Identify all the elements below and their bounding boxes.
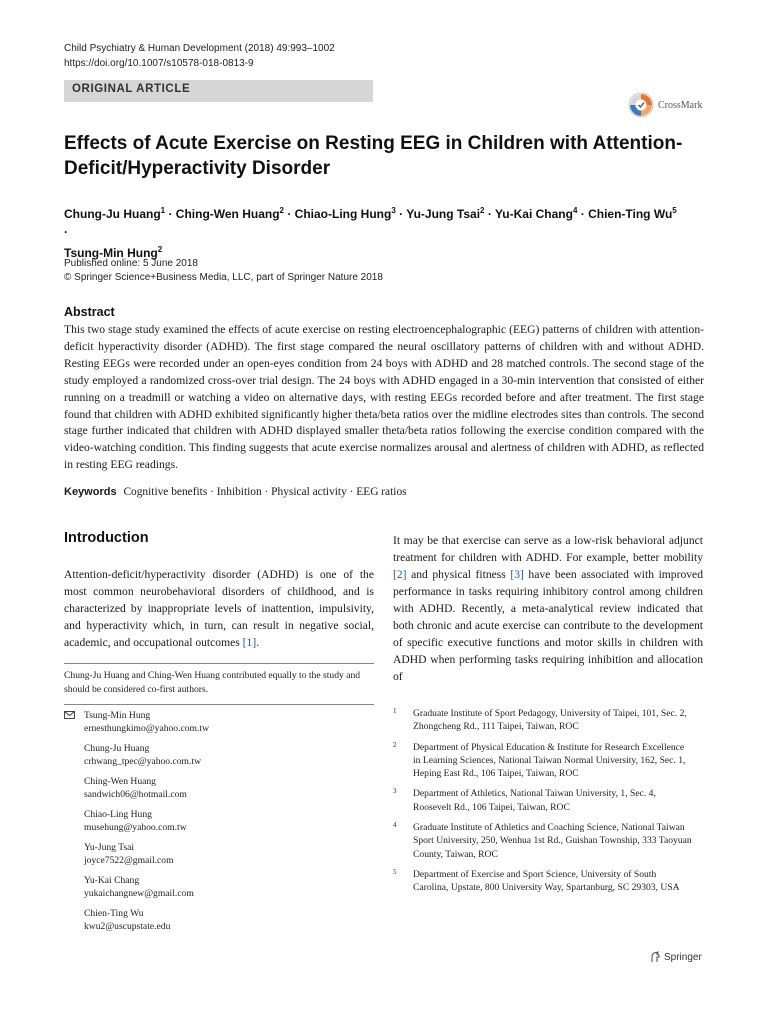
springer-horse-icon xyxy=(649,951,661,963)
abstract-heading: Abstract xyxy=(64,305,115,319)
publication-info xyxy=(64,257,383,285)
affiliation-text: Department of Exercise and Sport Science, University of South Carolina, Upstate, 800 University Way, Spartanburg, SC 29303, USA xyxy=(413,868,680,894)
author[interactable]: Ching-Wen Huang$^2$ xyxy=(175,206,284,221)
journal-header xyxy=(64,41,335,71)
contact-name: Chung-Ju Huang xyxy=(84,743,150,754)
contact-email[interactable]: sandwich06@hotmail.com xyxy=(84,789,187,800)
crossmark-label: CrossMark xyxy=(658,99,703,111)
citation-link[interactable]: [1] xyxy=(242,636,257,649)
author[interactable]: Yu-Jung Tsai$^2$ xyxy=(406,206,485,221)
contact-email[interactable]: musehung@yahoo.com.tw xyxy=(84,822,187,833)
journal-citation: Child Psychiatry & Human Development (2018) 49:993–1002 xyxy=(64,43,335,54)
keywords xyxy=(64,484,407,500)
author[interactable]: Tsung-Min Hung$^2$ xyxy=(64,245,163,260)
contact-item xyxy=(64,841,374,867)
contact-name: Yu-Jung Tsai xyxy=(84,842,135,853)
citation-link[interactable]: [3] xyxy=(510,568,524,581)
affiliation-number: 1 xyxy=(393,707,397,715)
introduction-heading: Introduction xyxy=(64,530,149,546)
contact-email[interactable]: crhwang_tpec@yahoo.com.tw xyxy=(84,756,201,767)
contact-item xyxy=(64,808,374,834)
contact-name: Chien-Ting Wu xyxy=(84,908,144,919)
contact-email[interactable]: kwu2@uscupstate.edu xyxy=(84,921,171,932)
affiliation-text: Graduate Institute of Athletics and Coaching Science, National Taiwan Sport University, 250, Wenhua 1st Rd., Guishan Township, 333 Taoyuan County, Taiwan, ROC xyxy=(413,822,692,860)
article-title: Effects of Acute Exercise on Resting EEG in Children with Attention-Deficit/Hyperactivity Disorder xyxy=(64,133,683,179)
citation-link[interactable]: [2] xyxy=(393,568,407,581)
publisher-logo xyxy=(649,951,702,963)
affiliation-number: 3 xyxy=(393,787,397,796)
author[interactable]: Chung-Ju Huang$^1$ xyxy=(64,206,166,221)
contact-name: Ching-Wen Huang xyxy=(84,776,156,787)
keywords-label: Keywords xyxy=(64,486,117,498)
author-contacts xyxy=(64,709,374,940)
contacts-divider xyxy=(64,704,374,705)
crossmark-badge[interactable] xyxy=(628,92,702,118)
intro-paragraph-left: Attention-deficit/hyperactivity disorder (ADHD) is one of the most common neurobehavioral disorders of childhood, and is characterized by inappropriate levels of inattention, impulsivity, and hyperactivity which, in turn, can result in negative social, academic, and occupational outcomes [1]. xyxy=(64,568,374,649)
affiliation-text: Graduate Institute of Sport Pedagogy, University of Taipei, 101, Sec. 2, Zhongcheng Rd., 111 Taipei, Taiwan, ROC xyxy=(413,708,687,733)
author[interactable]: Chien-Ting Wu$^5$ xyxy=(588,206,677,221)
affiliation-text: Department of Athletics, National Taiwan University, 1, Sec. 4, Roosevelt Rd., 106 Taipei, Taiwan, ROC xyxy=(413,788,656,813)
publisher-name: Springer xyxy=(664,951,702,963)
contact-email[interactable]: yukaichangnew@gmail.com xyxy=(84,888,194,899)
affiliation-text: Department of Physical Education & Institute for Research Excellence in Learning Sciences, National Taiwan Normal University, 162, Sec. 1, Heping East Rd., 106 Taipei, Taiwan, ROC xyxy=(413,741,686,780)
affiliation-item xyxy=(393,741,693,781)
contact-name: Yu-Kai Chang xyxy=(84,875,140,886)
envelope-icon xyxy=(64,711,75,719)
co-first-author-footnote: Chung-Ju Huang and Ching-Wen Huang contributed equally to the study and should be considered co-first authors. xyxy=(64,670,361,695)
contact-item xyxy=(64,874,374,900)
affiliation-item xyxy=(393,787,693,814)
contact-item xyxy=(64,742,374,768)
affiliation-number: 2 xyxy=(393,740,397,749)
published-online-date: Published online: 5 June 2018 xyxy=(64,258,198,269)
affiliation-item xyxy=(393,821,693,861)
copyright-notice: © Springer Science+Business Media, LLC, part of Springer Nature 2018 xyxy=(64,272,383,283)
affiliation-number: 4 xyxy=(393,821,397,830)
abstract-text: This two stage study examined the effects of acute exercise on resting electroencephalographic (EEG) patterns of children with attention-deficit hyperactivity disorder (ADHD). The first stage compared the neural oscillatory patterns of children with and without ADHD. Resting EEGs were recorded under an open-eyes condition from 24 boys with ADHD and 28 matched controls. The second stage of the study employed a randomized cross-over trial design. The 24 boys with ADHD engaged in a 30-min intervention that consisted of either running on a treadmill or watching a video on alternative days, with resting EEGs recorded before and after treatment. The first stage found that children with ADHD exhibited significantly higher theta/beta ratios over the midline electrodes sites than controls. The second stage further indicated that children with ADHD displayed smaller theta/beta ratios following the exercise condition compared with the video-watching condition. This finding suggests that acute exercise normalizes arousal and alertness of children with ADHD, as reflected in resting EEG readings. xyxy=(64,323,704,472)
affiliation-item xyxy=(393,707,693,734)
contact-item xyxy=(64,907,374,933)
keywords-list: Cognitive benefits · Inhibition · Physical activity · EEG ratios xyxy=(123,486,407,498)
affiliations xyxy=(393,707,693,902)
contact-name: Tsung-Min Hung xyxy=(84,710,151,721)
affiliation-item xyxy=(393,868,693,895)
contact-name: Chiao-Ling Hung xyxy=(84,809,152,820)
doi-link[interactable]: https://doi.org/10.1007/s10578-018-0813-9 xyxy=(64,58,254,69)
footnote-divider xyxy=(64,663,374,664)
contact-email[interactable]: joyce7522@gmail.com xyxy=(84,855,174,866)
author[interactable]: Yu-Kai Chang$^4$ xyxy=(494,206,578,221)
crossmark-icon xyxy=(628,92,654,118)
contact-email[interactable]: ernesthungkimo@yahoo.com.tw xyxy=(84,723,210,734)
article-type-banner: ORIGINAL ARTICLE xyxy=(64,80,373,102)
contact-item xyxy=(64,709,374,735)
author[interactable]: Chiao-Ling Hung$^3$ xyxy=(294,206,396,221)
intro-paragraph-right: It may be that exercise can serve as a low-risk behavioral adjunct treatment for children with ADHD. For example, better mobility [2] and physical fitness [3] have been associated with improved performance in tasks requiring inhibitory control among children with ADHD. Recently, a meta-analytical review indicated that both chronic and acute exercise can contribute to the development of specific executive functions and motor skills in children with ADHD when performing tasks requiring inhibition and allocation of xyxy=(393,534,703,683)
contact-item xyxy=(64,775,374,801)
author-list: Chung-Ju Huang$^1$ · Ching-Wen Huang$^2$ · Chiao-Ling Hung$^3$ · Yu-Jung Tsai$^2$ · Yu-Kai Chang$^4$ · Chien-Ting $Wu^5$ · Tsung-Min Hung$^2$ xyxy=(64,206,677,260)
affiliation-number: 5 xyxy=(393,867,397,876)
